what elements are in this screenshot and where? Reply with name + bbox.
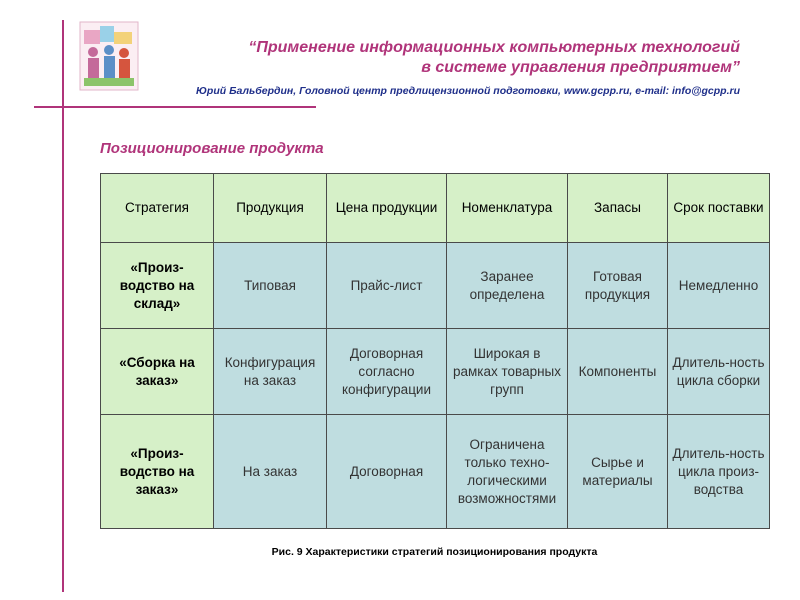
table-cell: Заранее определена [447,243,568,329]
table-cell: Длитель-ность цикла произ-водства [668,415,770,529]
title-line-2: в системе управления предприятием” [421,59,740,76]
page-title [150,38,740,78]
table-header-row [101,174,770,243]
title-line-1: “Применение информационных компьютерных технологий [248,39,740,56]
table-cell: Длитель-ность цикла сборки [668,329,770,415]
strategy-cell: «Сборка на заказ» [101,329,214,415]
table-cell: Договорная согласно конфигурации [327,329,447,415]
section-title: Позиционирование продукта [100,140,324,157]
people-puzzle-logo-icon [78,20,140,92]
column-header: Номенклатура [447,174,568,243]
table-cell: Прайс-лист [327,243,447,329]
positioning-table [100,173,770,529]
figure-caption: Рис. 9 Характеристики стратегий позиционирования продукта [271,546,598,558]
table-row [101,329,770,415]
decorative-horizontal-line [34,106,316,108]
table-cell: Типовая [214,243,327,329]
column-header: Запасы [568,174,668,243]
table-cell: Широкая в рамках товарных групп [447,329,568,415]
column-header: Продукция [214,174,327,243]
table-row [101,243,770,329]
table-cell: Компоненты [568,329,668,415]
author-line: Юрий Бальбердин, Головной центр предлицензионной подготовки, www.gcpp.ru, e-mail: info@gcpp.ru [195,85,740,97]
table-cell: Ограничена только техно-логическими возможностями [447,415,568,529]
table-cell: На заказ [214,415,327,529]
column-header: Срок поставки [668,174,770,243]
table-cell: Договорная [327,415,447,529]
table-cell: Конфигурация на заказ [214,329,327,415]
table-cell: Готовая продукция [568,243,668,329]
column-header: Стратегия [101,174,214,243]
strategy-cell: «Произ-водство на склад» [101,243,214,329]
column-header: Цена продукции [327,174,447,243]
strategy-cell: «Произ-водство на заказ» [101,415,214,529]
table-cell: Сырье и материалы [568,415,668,529]
table-cell: Немедленно [668,243,770,329]
table-row [101,415,770,529]
